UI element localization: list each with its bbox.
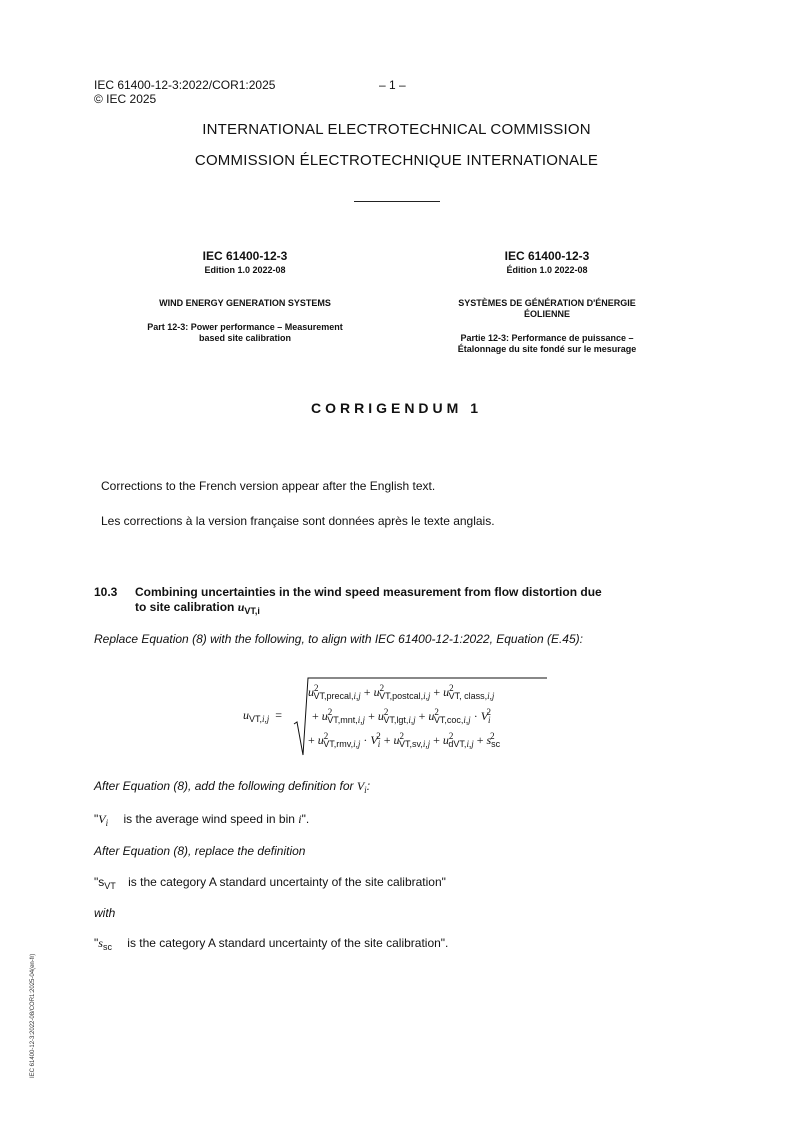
replace-equation-instruction: Replace Equation (8) with the following, to align with IEC 61400-12-1:2022, Equation (E.45): xyxy=(94,632,583,646)
equation-term xyxy=(308,685,361,699)
equation-exponent: 2 xyxy=(327,707,333,717)
standard-number-en: IEC 61400-12-3 xyxy=(202,249,288,263)
equation-row-1 xyxy=(308,681,495,705)
add-definition-text: After Equation (8), add the following definition for xyxy=(94,779,357,793)
equation-operator: + xyxy=(360,685,374,699)
corrigendum-heading: CORRIGENDUM 1 xyxy=(310,400,482,416)
equation-exponent: 2 xyxy=(434,707,439,717)
equation-subscript: VT,postcal,i,j xyxy=(379,691,431,701)
equation-lhs xyxy=(243,708,282,723)
part-title-fr-line2: Étalonnage du site fondé sur le mesurage xyxy=(457,344,637,354)
equation-term xyxy=(365,709,416,723)
definition-svt: "$s_{VT}$ is the category A standard uncertainty of the site calibration" xyxy=(94,875,446,891)
equation-term xyxy=(361,685,431,699)
add-definition-end: : xyxy=(366,779,371,793)
ssc-symbol-sub: sc xyxy=(102,942,112,952)
section-title-symbol-sub: VT,i xyxy=(244,606,260,616)
equation-row-3: + $u^2_{VT,rmv,i,j} \cdot V_i^2 + u^2_{VT,sv,i,j} + u^2_{dVT,i,j} + s_{sc}^2$ xyxy=(308,731,501,749)
equation-symbol: u xyxy=(393,733,400,747)
equation-symbol: u xyxy=(373,685,380,699)
title-fr-line2: ÉOLIENNE xyxy=(523,309,570,319)
vi-symbol: V xyxy=(98,812,106,826)
equation-symbol: u xyxy=(442,733,449,747)
divider xyxy=(354,201,440,202)
equation-symbol: u xyxy=(317,733,324,747)
ssc-text: is the category A standard uncertainty of the site calibration". xyxy=(127,936,449,950)
equation-operator: + xyxy=(380,733,394,747)
document-reference: IEC 61400-12-3:2022/COR1:2025 xyxy=(94,78,276,92)
section-heading xyxy=(94,585,714,616)
equation-term xyxy=(416,709,471,723)
vi-symbol-sub: i xyxy=(105,818,109,828)
equation-exponent: 2 xyxy=(448,731,454,741)
equation-subscript: VT,precal,i,j xyxy=(313,691,361,701)
title-en: WIND ENERGY GENERATION SYSTEMS xyxy=(159,298,331,308)
svt-text: is the category A standard uncertainty of the site calibration" xyxy=(128,875,446,889)
equation-symbol: u xyxy=(443,685,450,699)
equation-symbol: u xyxy=(428,709,435,723)
equation-radicand xyxy=(308,681,501,753)
equation-subscript: VT,sv,i,j xyxy=(399,739,431,749)
equation-subscript: dVT,i,j xyxy=(448,739,474,749)
eq-lhs-sub-index: i,j xyxy=(262,714,270,724)
equation-subscript: VT,lgt,i,j xyxy=(383,715,416,725)
definition-ssc: "$s_{sc}$ is the category A standard uncertainty of the site calibration". xyxy=(94,936,449,952)
equation-operator: + xyxy=(308,733,318,747)
vi-end: ". xyxy=(301,812,310,826)
standard-number-fr: IEC 61400-12-3 xyxy=(504,249,590,263)
equation-exponent: 2 xyxy=(449,683,454,693)
edition-fr: Édition 1.0 2022-08 xyxy=(506,265,588,275)
section-title-line2: to site calibration xyxy=(135,600,238,614)
add-definition-symbol: V xyxy=(356,779,365,793)
eq-equals: = xyxy=(275,708,283,722)
equation-operator: + xyxy=(365,709,378,723)
page-number: – 1 – xyxy=(379,78,406,92)
equation-term xyxy=(381,733,430,747)
part-title-fr-line1: Partie 12-3: Performance de puissance – xyxy=(460,333,634,343)
equation-subscript: VT,rmv,i,j xyxy=(323,739,361,749)
english-block xyxy=(95,249,395,344)
part-title-en-line2: based site calibration xyxy=(198,333,292,343)
note-english: Corrections to the French version appear after the English text. xyxy=(101,479,436,493)
title-fr-line1: SYSTÈMES DE GÉNÉRATION D'ÉNERGIE xyxy=(458,298,636,308)
vi-text: is the average wind speed in bin xyxy=(123,812,299,826)
with-instruction: with xyxy=(94,906,116,920)
equation-operator: + xyxy=(430,685,444,699)
org-name-fr: COMMISSION ÉLECTROTECHNIQUE INTERNATIONALE xyxy=(194,152,599,169)
equation-term xyxy=(308,733,381,747)
svt-symbol: s xyxy=(98,875,105,889)
equation-velocity-factor: · $V_i^2$ xyxy=(360,731,381,749)
section-number: 10.3 xyxy=(94,585,118,599)
french-block xyxy=(397,249,697,355)
vi-bin: i xyxy=(298,812,302,826)
eq-lhs-sub: VT, xyxy=(249,714,263,724)
equation-symbol: u xyxy=(308,685,314,699)
equation-exponent: 2 xyxy=(379,683,385,693)
org-name-en: INTERNATIONAL ELECTROTECHNICAL COMMISSION xyxy=(202,121,591,138)
copyright: © IEC 2025 xyxy=(94,92,157,106)
equation-exponent: 2 xyxy=(314,683,319,693)
replace-definition-instruction: After Equation (8), replace the definition xyxy=(94,844,306,858)
equation-exponent: 2 xyxy=(383,707,389,717)
equation-subscript: VT, class,i,j xyxy=(448,691,495,701)
equation-subscript: VT,coc,i,j xyxy=(433,715,471,725)
ssc-symbol: s xyxy=(98,936,103,950)
part-title-en-line1: Part 12-3: Power performance – Measurement xyxy=(147,322,343,332)
equation-symbol: u xyxy=(377,709,384,723)
equation-row-2: + $u^2_{VT,mnt,i,j} + u^2_{VT,lgt,i,j} + u^2_{VT,coc,i,j} \cdot V_i^2$ xyxy=(312,707,492,725)
equation-exponent: 2 xyxy=(399,731,405,741)
equation-term xyxy=(430,733,474,747)
equation-exponent: 2 xyxy=(323,731,329,741)
equation-operator: + xyxy=(415,709,429,723)
edition-en: Edition 1.0 2022-08 xyxy=(204,265,286,275)
equation-term xyxy=(312,709,365,723)
add-definition-instruction xyxy=(94,779,370,795)
section-title-symbol: u xyxy=(237,600,245,614)
equation-subscript: VT,mnt,i,j xyxy=(327,715,366,725)
eq-lhs-symbol: u xyxy=(243,708,249,722)
svt-symbol-sub: VT xyxy=(104,881,116,891)
equation-operator: + xyxy=(312,709,322,723)
note-french: Les corrections à la version française sont données après le texte anglais. xyxy=(101,514,495,528)
equation-symbol: u xyxy=(321,709,328,723)
section-title-line1: Combining uncertainties in the wind speed measurement from flow distortion due xyxy=(135,585,602,599)
equation-term xyxy=(430,685,494,699)
equation-operator: + xyxy=(430,733,443,747)
side-document-id: IEC 61400-12-3:2022-08/COR1:2025-04(en-fr) xyxy=(30,953,36,1078)
definition-vi: "$V_i$ is the average wind speed in bin i". xyxy=(94,812,310,828)
add-definition-symbol-sub: i xyxy=(364,785,367,795)
